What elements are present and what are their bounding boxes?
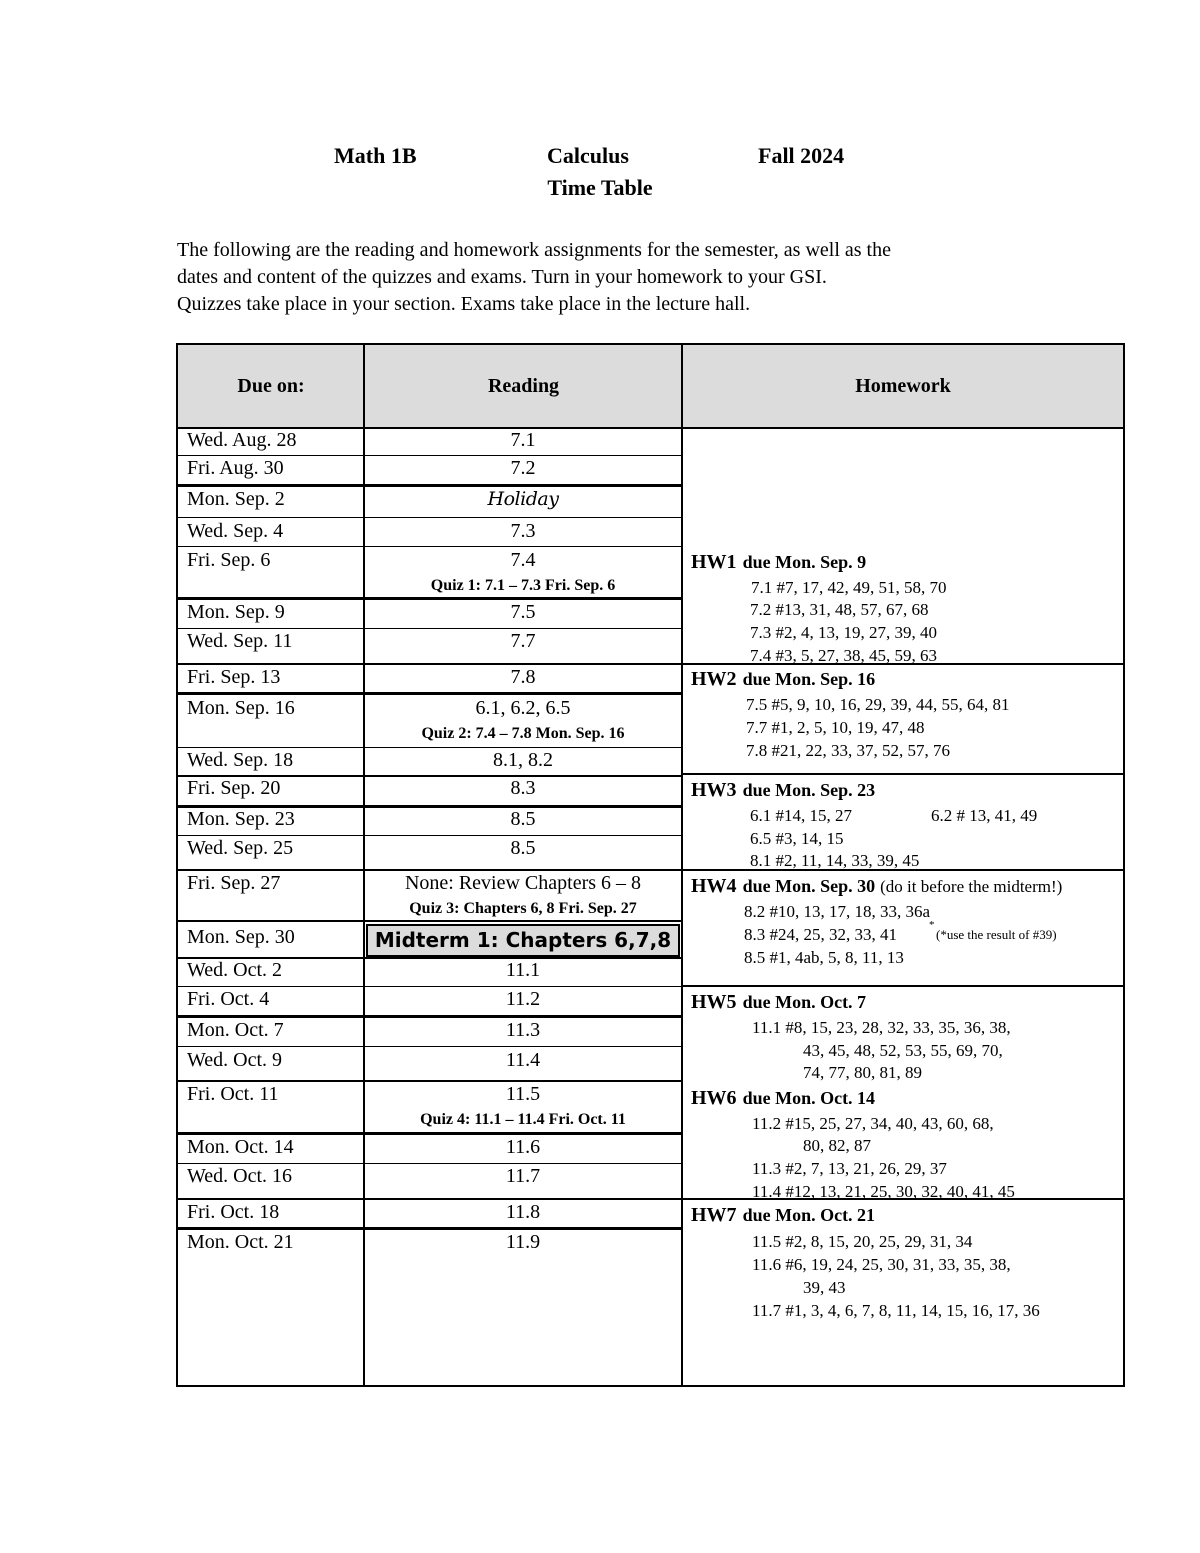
due-date-cell: Mon. Sep. 9: [187, 601, 285, 623]
holiday-label: Holiday: [487, 488, 559, 510]
homework-problems: 7.5 #5, 9, 10, 16, 29, 39, 44, 55, 64, 81: [746, 695, 1010, 714]
row-rule: [177, 1132, 682, 1135]
due-date-cell: Fri. Oct. 11: [187, 1083, 279, 1105]
homework-heading: [691, 668, 875, 691]
table-border-right: [1123, 343, 1125, 1387]
homework-problems: 7.2 #13, 31, 48, 57, 67, 68: [750, 600, 929, 619]
reading-cell: 11.3: [505, 1019, 541, 1041]
homework-problems: 11.7 #1, 3, 4, 6, 7, 8, 11, 14, 15, 16, 17, 36: [752, 1301, 1040, 1320]
homework-due: due Mon. Sep. 30: [742, 876, 876, 896]
row-rule: [177, 546, 682, 547]
due-date-cell: Fri. Aug. 30: [187, 457, 284, 479]
due-date-cell: Wed. Oct. 2: [187, 959, 283, 981]
homework-label: HW2: [691, 668, 737, 690]
homework-problems: 8.1 #2, 11, 14, 33, 39, 45: [750, 851, 920, 870]
homework-problems: *: [929, 919, 935, 931]
reading-cell: 11.9: [505, 1231, 541, 1253]
due-date-cell: Fri. Oct. 18: [187, 1201, 280, 1223]
row-rule: [177, 663, 682, 665]
homework-rule: [682, 773, 1124, 775]
homework-problems: 39, 43: [803, 1278, 846, 1297]
due-date-cell: Mon. Oct. 14: [187, 1136, 294, 1158]
homework-problems: 11.3 #2, 7, 13, 21, 26, 29, 37: [752, 1159, 947, 1178]
homework-problems: 11.5 #2, 8, 15, 20, 25, 29, 31, 34: [752, 1232, 973, 1251]
due-date-cell: Fri. Sep. 27: [187, 872, 281, 894]
course-name: Math 1B: [334, 143, 417, 168]
homework-problems: (*use the result of #39): [936, 927, 1057, 942]
homework-label: HW4: [691, 875, 737, 897]
row-rule: [177, 1227, 682, 1230]
homework-problems: 8.5 #1, 4ab, 5, 8, 11, 13: [744, 948, 904, 967]
reading-cell: 7.3: [510, 520, 536, 542]
homework-label: HW6: [691, 1087, 737, 1109]
homework-label: HW3: [691, 779, 737, 801]
reading-cell: 7.8: [510, 666, 536, 688]
row-rule: [177, 869, 682, 871]
due-date-cell: Mon. Sep. 2: [187, 488, 285, 510]
reading-cell: 7.7: [510, 630, 536, 652]
due-date-cell: Wed. Aug. 28: [187, 429, 297, 451]
table-border-bottom: [177, 1385, 1125, 1387]
reading-cell: 7.2: [510, 457, 536, 479]
row-rule: [177, 455, 682, 456]
reading-cell: None: Review Chapters 6 – 8: [404, 872, 642, 894]
homework-label: HW7: [691, 1204, 737, 1226]
homework-problems: 8.3 #24, 25, 32, 33, 41: [744, 925, 897, 944]
midterm-label: Midterm 1: Chapters 6,7,8: [374, 928, 672, 952]
homework-problems: 6.5 #3, 14, 15: [750, 829, 844, 848]
reading-cell: 11.4: [505, 1049, 541, 1071]
homework-due: due Mon. Oct. 14: [742, 1088, 876, 1108]
course-term: Fall 2024: [758, 143, 845, 168]
homework-label: HW5: [691, 991, 737, 1013]
column-header-reading: Reading: [364, 344, 683, 428]
homework-due: due Mon. Sep. 9: [742, 552, 867, 572]
due-date-cell: Mon. Sep. 23: [187, 808, 295, 830]
homework-due: due Mon. Oct. 21: [742, 1205, 876, 1225]
due-date-cell: Wed. Sep. 18: [187, 749, 294, 771]
row-rule: [177, 1080, 682, 1082]
reading-cell: 11.1: [505, 959, 541, 981]
due-date-cell: Wed. Sep. 11: [187, 630, 293, 652]
reading-cell: 8.5: [510, 808, 536, 830]
homework-rule: [682, 985, 1124, 987]
due-date-cell: Mon. Oct. 21: [187, 1231, 294, 1253]
homework-heading: [691, 1204, 875, 1227]
reading-cell: 11.5: [505, 1083, 541, 1105]
table-border-left: [176, 343, 178, 1387]
homework-note: (do it before the midterm!): [880, 877, 1063, 896]
quiz-note: Quiz 1: 7.1 – 7.3 Fri. Sep. 6: [430, 577, 616, 594]
document-subtitle: Time Table: [547, 175, 653, 200]
row-rule: [177, 1198, 682, 1200]
homework-heading: [691, 779, 875, 802]
homework-problems: 11.1 #8, 15, 23, 28, 32, 33, 35, 36, 38,: [752, 1018, 1011, 1037]
homework-problems: 74, 77, 80, 81, 89: [803, 1063, 922, 1082]
intro-line: Quizzes take place in your section. Exams take place in the lecture hall.: [177, 293, 751, 315]
homework-problems: 11.2 #15, 25, 27, 34, 40, 43, 60, 68,: [752, 1114, 994, 1133]
due-date-cell: Mon. Sep. 30: [187, 926, 295, 948]
reading-cell: 11.2: [505, 988, 541, 1010]
row-rule: [177, 1015, 682, 1018]
due-date-cell: Wed. Oct. 9: [187, 1049, 283, 1071]
row-rule: [177, 517, 682, 518]
row-rule: [177, 920, 682, 922]
homework-problems: 43, 45, 48, 52, 53, 55, 69, 70,: [803, 1041, 1003, 1060]
reading-cell: 8.1, 8.2: [493, 749, 553, 771]
due-date-cell: Fri. Sep. 6: [187, 549, 271, 571]
homework-problems: 11.6 #6, 19, 24, 25, 30, 31, 33, 35, 38,: [752, 1255, 1011, 1274]
due-date-cell: Fri. Sep. 13: [187, 666, 281, 688]
intro-line: dates and content of the quizzes and exams. Turn in your homework to your GSI.: [177, 266, 827, 288]
due-date-cell: Wed. Sep. 4: [187, 520, 284, 542]
column-header-due: Due on:: [177, 344, 365, 428]
reading-cell: 8.5: [510, 837, 536, 859]
reading-cell: 8.3: [510, 777, 536, 799]
homework-problems: 7.3 #2, 4, 13, 19, 27, 39, 40: [750, 623, 937, 642]
reading-cell: 7.4: [510, 549, 536, 571]
row-rule: [177, 484, 682, 487]
due-date-cell: Fri. Oct. 4: [187, 988, 270, 1010]
column-header-homework: Homework: [682, 344, 1124, 428]
due-date-cell: Fri. Sep. 20: [187, 777, 281, 799]
row-rule: [177, 986, 682, 987]
homework-problems: 7.1 #7, 17, 42, 49, 51, 58, 70: [751, 578, 947, 597]
homework-heading: [691, 875, 1062, 898]
reading-cell: 7.1: [510, 429, 536, 451]
homework-label: HW1: [691, 551, 737, 573]
homework-due: due Mon. Sep. 16: [742, 669, 876, 689]
homework-heading: [691, 551, 866, 574]
homework-heading: [691, 1087, 875, 1110]
due-date-cell: Mon. Oct. 7: [187, 1019, 284, 1041]
homework-problems: 7.7 #1, 2, 5, 10, 19, 47, 48: [746, 718, 925, 737]
homework-problems: 8.2 #10, 13, 17, 18, 33, 36a: [744, 902, 931, 921]
reading-cell: 6.1, 6.2, 6.5: [475, 697, 571, 719]
reading-cell: 7.5: [510, 601, 536, 623]
homework-problems: 7.4 #3, 5, 27, 38, 45, 59, 63: [750, 646, 937, 665]
homework-due: due Mon. Sep. 23: [742, 780, 876, 800]
row-rule: [177, 597, 682, 600]
homework-problems: 7.8 #21, 22, 33, 37, 52, 57, 76: [746, 741, 950, 760]
homework-problems: 6.2 # 13, 41, 49: [931, 806, 1038, 825]
row-rule: [177, 692, 682, 695]
quiz-note: Quiz 3: Chapters 6, 8 Fri. Sep. 27: [409, 900, 637, 917]
row-rule: [177, 835, 682, 836]
homework-problems: 6.1 #14, 15, 27: [750, 806, 852, 825]
reading-cell: 11.8: [505, 1201, 541, 1223]
reading-cell: 11.7: [505, 1165, 541, 1187]
due-date-cell: Mon. Sep. 16: [187, 697, 295, 719]
course-subject: Calculus: [547, 143, 629, 168]
homework-problems: 80, 82, 87: [803, 1136, 871, 1155]
intro-line: The following are the reading and homework assignments for the semester, as well as the: [177, 239, 891, 261]
quiz-note: Quiz 4: 11.1 – 11.4 Fri. Oct. 11: [420, 1111, 626, 1128]
homework-problems: 11.4 #12, 13, 21, 25, 30, 32, 40, 41, 45: [752, 1182, 1015, 1201]
row-rule: [177, 628, 682, 629]
due-date-cell: Wed. Oct. 16: [187, 1165, 293, 1187]
row-rule: [177, 747, 682, 748]
homework-due: due Mon. Oct. 7: [742, 992, 867, 1012]
homework-heading: [691, 991, 866, 1014]
row-rule: [177, 1046, 682, 1047]
due-date-cell: Wed. Sep. 25: [187, 837, 294, 859]
quiz-note: Quiz 2: 7.4 – 7.8 Mon. Sep. 16: [421, 725, 625, 742]
reading-cell: 11.6: [505, 1136, 541, 1158]
row-rule: [177, 1163, 682, 1164]
table-border-top: [177, 343, 1125, 345]
